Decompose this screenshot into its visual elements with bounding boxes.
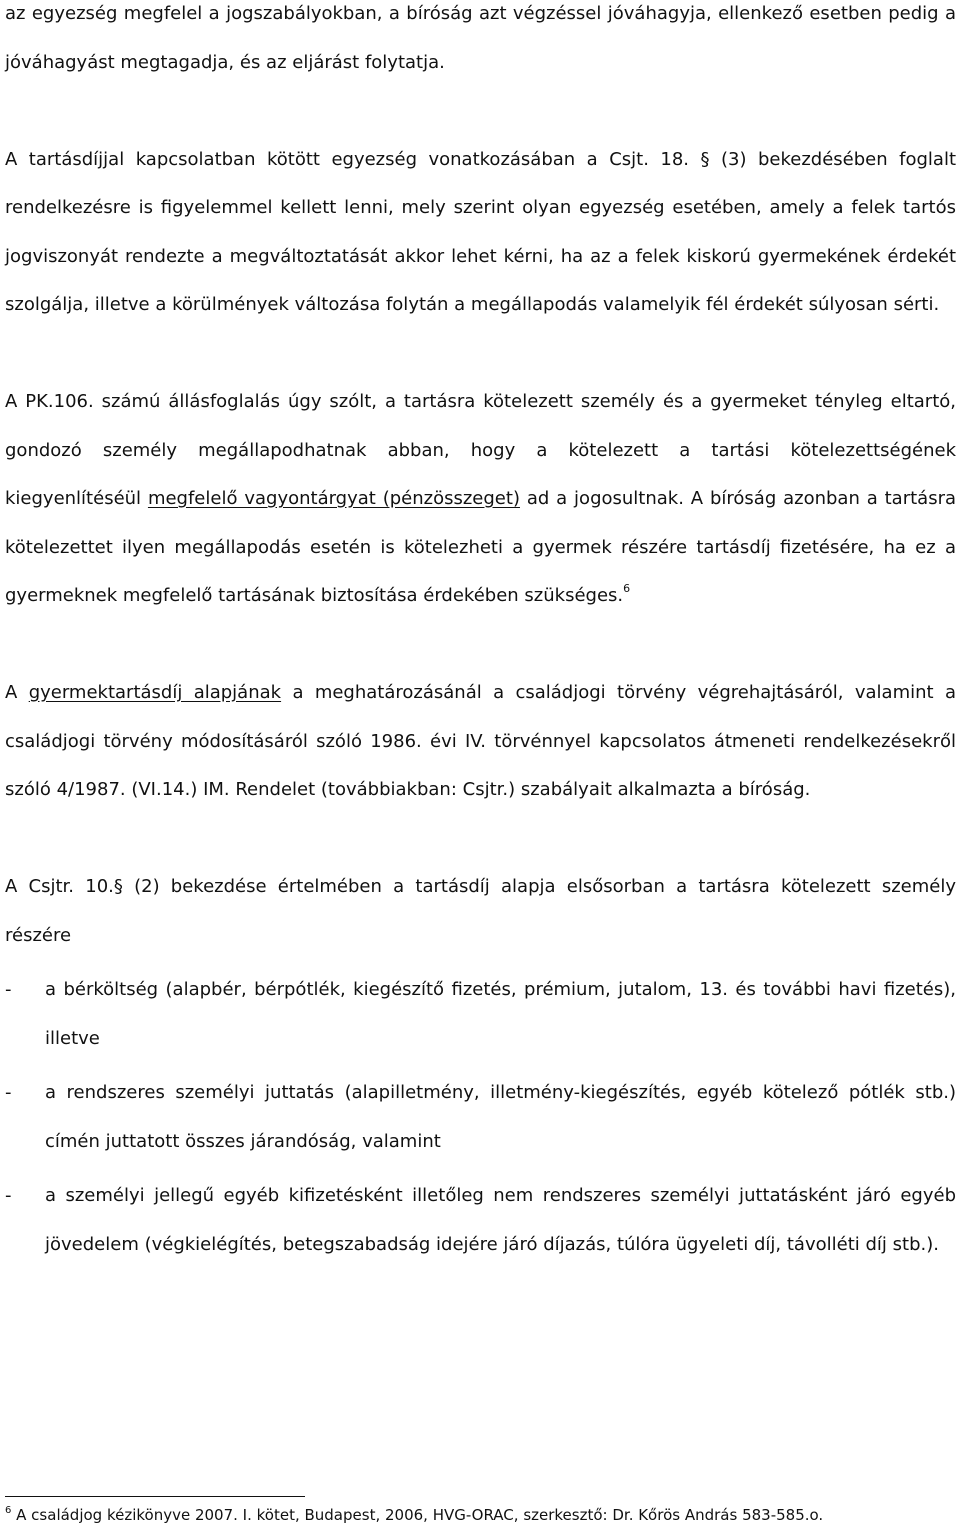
footnote-separator <box>5 1496 305 1497</box>
paragraph-settlement-maintenance: A tartásdíjjal kapcsolatban kötött egyezség vonatkozásában a Csjt. 18. § (3) bekezdésében foglalt rendelkezésre is figyelemmel kellett lenni, mely szerint olyan egyezség esetében, amely a felek tartós jogviszonyát rendezte a megváltoztatását akkor lehet kérni, ha az a felek kiskorú gyermekének érdekét szolgálja, illetve a körülmények változása folytán a megállapodás valamelyik fél érdekét súlyosan sérti. <box>5 148 956 315</box>
paragraph-maintenance-basis <box>5 669 956 815</box>
paragraph-basis-text-a: A <box>5 682 18 703</box>
dash-marker: - <box>5 1185 12 1206</box>
footnote <box>5 1505 956 1525</box>
dash-marker: - <box>5 979 12 1000</box>
list-item <box>5 1172 956 1269</box>
paragraph-pk106-text-a: A PK.106. számú állásfoglalás úgy szólt, a tartásra kötelezett személy és a gyermeket tényleg eltartó, gondozó személy megállapodhatnak abban, hogy a kötelezett a tartási kötelezettségének kiegyenlítéséül <box>5 391 956 509</box>
underlined-basis-phrase: gyermektartásdíj alapjának <box>28 682 282 703</box>
paragraph-csjtr-10: A Csjtr. 10.§ (2) bekezdése értelmében a tartásdíj alapja elsősorban a tartásra kötelezett személy részére <box>5 876 956 946</box>
footnote-mark: 6 <box>5 1505 12 1516</box>
list-item-text: a rendszeres személyi juttatás (alapilletmény, illetmény-kiegészítés, egyéb kötelező pótlék stb.) címén juttatott összes járandóság, valamint <box>45 1082 956 1152</box>
footnote-reference-6: 6 <box>623 582 631 595</box>
list-item <box>5 966 956 1063</box>
document-page <box>5 0 956 1269</box>
paragraph-pk106 <box>5 378 956 621</box>
income-items-list <box>5 966 956 1269</box>
list-item-text: a bérköltség (alapbér, bérpótlék, kiegészítő fizetés, prémium, jutalom, 13. és további havi fizetés), illetve <box>45 979 956 1049</box>
list-item <box>5 1069 956 1166</box>
paragraph-pk106-text-b: ad a jogosultnak. A bíróság azonban a tartásra kötelezettet ilyen megállapodás esetén is kötelezheti a gyermek részére tartásdíj fizetésére, ha ez a gyermeknek megfelelő tartásának biztosítása érdekében szükséges. <box>5 488 956 606</box>
dash-marker: - <box>5 1082 12 1103</box>
underlined-asset-phrase: megfelelő vagyontárgyat (pénzösszeget) <box>147 488 520 509</box>
paragraph-consent-approval: az egyezség megfelel a jogszabályokban, a bíróság azt végzéssel jóváhagyja, ellenkező esetben pedig a jóváhagyást megtagadja, és az eljárást folytatja. <box>5 3 956 73</box>
paragraph-basis-text-b: a meghatározásánál a családjogi törvény végrehajtásáról, valamint a családjogi törvény módosításáról szóló 1986. évi IV. törvénnyel kapcsolatos átmeneti rendelkezésekről szóló 4/1987. (VI.14.) IM. Rendelet (továbbiakban: Csjtr.) szabályait alkalmazta a bíróság. <box>5 682 956 800</box>
footnote-text: A családjog kézikönyve 2007. I. kötet, Budapest, 2006, HVG-ORAC, szerkesztő: Dr. Kőrös András 583-585.o. <box>16 1506 824 1524</box>
list-item-text: a személyi jellegű egyéb kifizetésként illetőleg nem rendszeres személyi juttatásként járó egyéb jövedelem (végkielégítés, betegszabadság idejére járó díjazás, túlóra ügyeleti díj, távolléti díj stb.). <box>45 1185 956 1255</box>
